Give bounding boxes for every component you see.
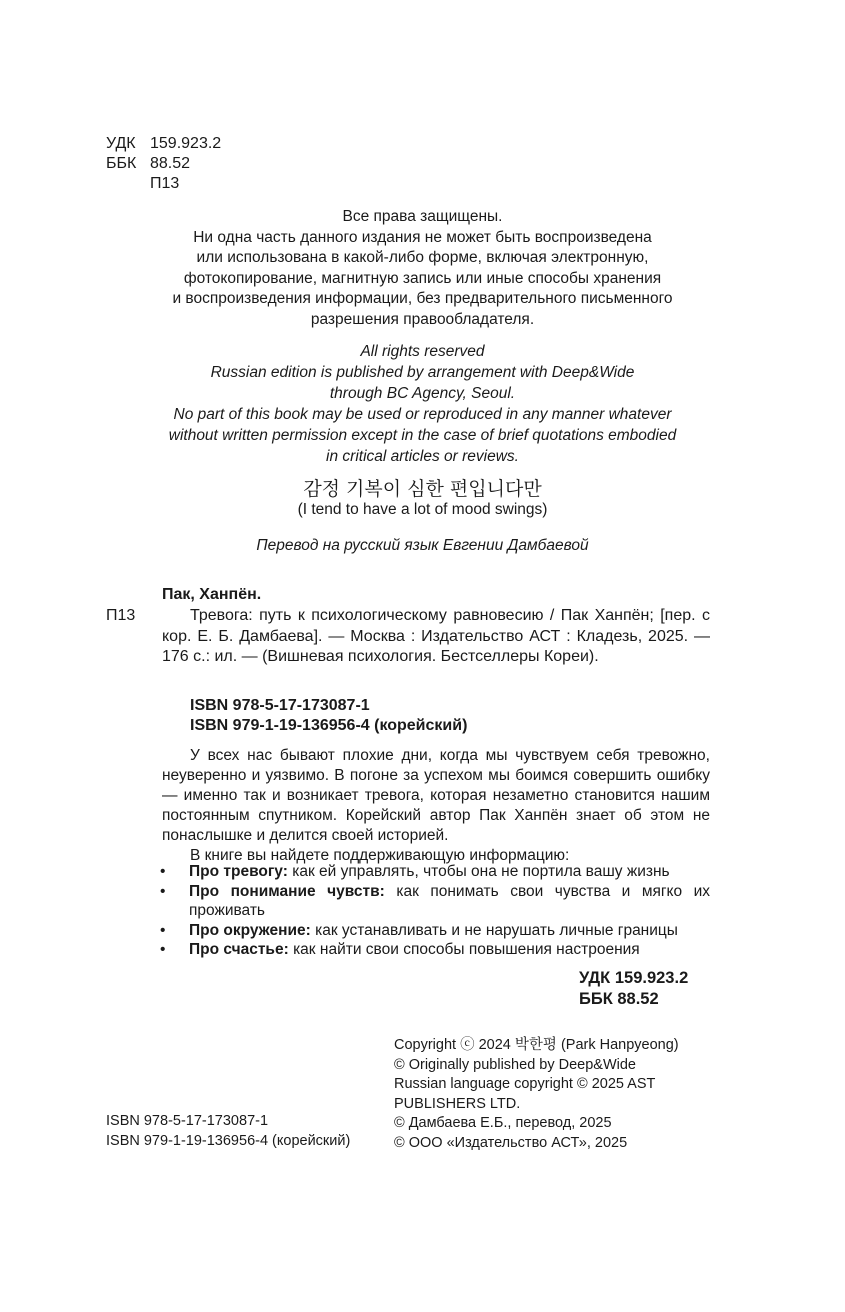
bullet-icon: • xyxy=(160,921,166,939)
classification-codes xyxy=(106,134,221,194)
rights-ru-line: Все права защищены. xyxy=(342,208,503,225)
bibliography-description xyxy=(162,606,710,668)
isbn-line: ISBN 979-1-19-136956-4 (корейский) xyxy=(190,717,468,734)
author-sign: П13 xyxy=(150,175,180,192)
bibliography-code: П13 xyxy=(106,607,136,624)
rights-en-line: No part of this book may be used or reproduced in any manner whatever xyxy=(173,406,672,423)
rights-ru-line: и воспроизведения информации, без предварительного письменного xyxy=(172,290,673,307)
udk-label: УДК xyxy=(106,135,136,152)
list-item-text: как найти свои способы повышения настроения xyxy=(293,941,640,958)
copyright-block xyxy=(394,1036,724,1153)
list-item-term: Про тревогу: xyxy=(189,863,288,880)
original-title: 감정 기복이 심한 편입니다만 xyxy=(303,478,542,500)
udk-bbk-bold xyxy=(579,968,688,1010)
udk-value: 159.923.2 xyxy=(150,135,222,152)
rights-en-line: through BC Agency, Seoul. xyxy=(329,385,516,402)
list-item-term: Про понимание чувств: xyxy=(189,882,385,900)
copyright-line: © Дамбаева Е.Б., перевод, 2025 xyxy=(394,1115,612,1131)
annotation xyxy=(162,746,710,866)
translator-credit: Перевод на русский язык Евгении Дамбаевой xyxy=(256,537,589,554)
isbn-bottom-line: ISBN 978-5-17-173087-1 xyxy=(106,1113,269,1129)
rights-en-line: Russian edition is published by arrangement with Deep&Wide xyxy=(210,364,635,381)
annotation-paragraph: У всех нас бывают плохие дни, когда мы чувствуем себя тревожно, неуверенно и уязвимо. В погоне за успехом мы боимся совершить ошибку — именно так и возникает тревога, которая незаметно становится нашим постоянным спутником. Корейский автор Пак Ханпён знает об этом не понаслышке и делится своей историей. xyxy=(162,747,710,844)
list-item xyxy=(160,882,710,921)
list-item-term: Про окружение: xyxy=(189,921,311,939)
udk-bold-line: УДК 159.923.2 xyxy=(579,969,689,987)
rights-en-line: without written permission except in the case of brief quotations embodied xyxy=(168,427,677,444)
copyright-line: Copyright ⓒ 2024 박한평 (Park Hanpyeong) xyxy=(394,1037,679,1053)
copyright-line: © Originally published by Deep&Wide xyxy=(394,1056,636,1073)
rights-ru-line: разрешения правообладателя. xyxy=(310,310,535,328)
copyright-line: Russian language copyright © 2025 AST xyxy=(394,1076,656,1092)
isbn-bottom-line: ISBN 979-1-19-136956-4 (корейский) xyxy=(106,1133,351,1149)
bibliography-text: Тревога: путь к психологическому равновесию / Пак Ханпён; [пер. с кор. Е. Б. Дамбаева]. — Москва : Издательство АСТ : Кладезь, 2025. — 176 с.: ил. — (Вишневая психология. Бестселлеры Кореи). xyxy=(162,607,710,665)
annotation-list xyxy=(160,862,710,960)
isbn-bottom xyxy=(106,1111,350,1151)
copyright-line: © ООО «Издательство АСТ», 2025 xyxy=(394,1134,628,1151)
list-item-text: как понимать свои чувства и мягко их проживать xyxy=(189,882,711,919)
rights-en-line: in critical articles or reviews. xyxy=(326,448,519,465)
copyright-line: PUBLISHERS LTD. xyxy=(394,1095,521,1112)
annotation-intro: В книге вы найдете поддерживающую информацию: xyxy=(190,847,570,864)
original-title-translation: (I tend to have a lot of mood swings) xyxy=(297,501,548,518)
bullet-icon: • xyxy=(160,882,166,900)
list-item xyxy=(160,921,710,941)
bbk-value: 88.52 xyxy=(150,155,191,172)
rights-ru-line: Ни одна часть данного издания не может быть воспроизведена xyxy=(193,228,652,246)
rights-en-line: All rights reserved xyxy=(360,343,485,360)
list-item-text: как устанавливать и не нарушать личные границы xyxy=(315,921,678,939)
list-item xyxy=(160,862,710,882)
rights-notice-en xyxy=(0,341,845,467)
list-item-text: как ей управлять, чтобы она не портила вашу жизнь xyxy=(292,863,670,880)
rights-notice-ru xyxy=(0,207,845,330)
bullet-icon: • xyxy=(160,941,166,958)
isbn-block xyxy=(190,696,467,736)
list-item xyxy=(160,940,710,960)
isbn-line: ISBN 978-5-17-173087-1 xyxy=(190,697,370,714)
bibliography-author: Пак, Ханпён. xyxy=(162,586,262,603)
rights-ru-line: фотокопирование, магнитную запись или иные способы хранения xyxy=(183,269,662,287)
rights-ru-line: или использована в какой-либо форме, включая электронную, xyxy=(196,249,649,266)
bbk-bold-line: ББК 88.52 xyxy=(579,990,659,1008)
bbk-label: ББК xyxy=(106,155,137,172)
list-item-term: Про счастье: xyxy=(189,941,289,958)
bullet-icon: • xyxy=(160,863,166,880)
